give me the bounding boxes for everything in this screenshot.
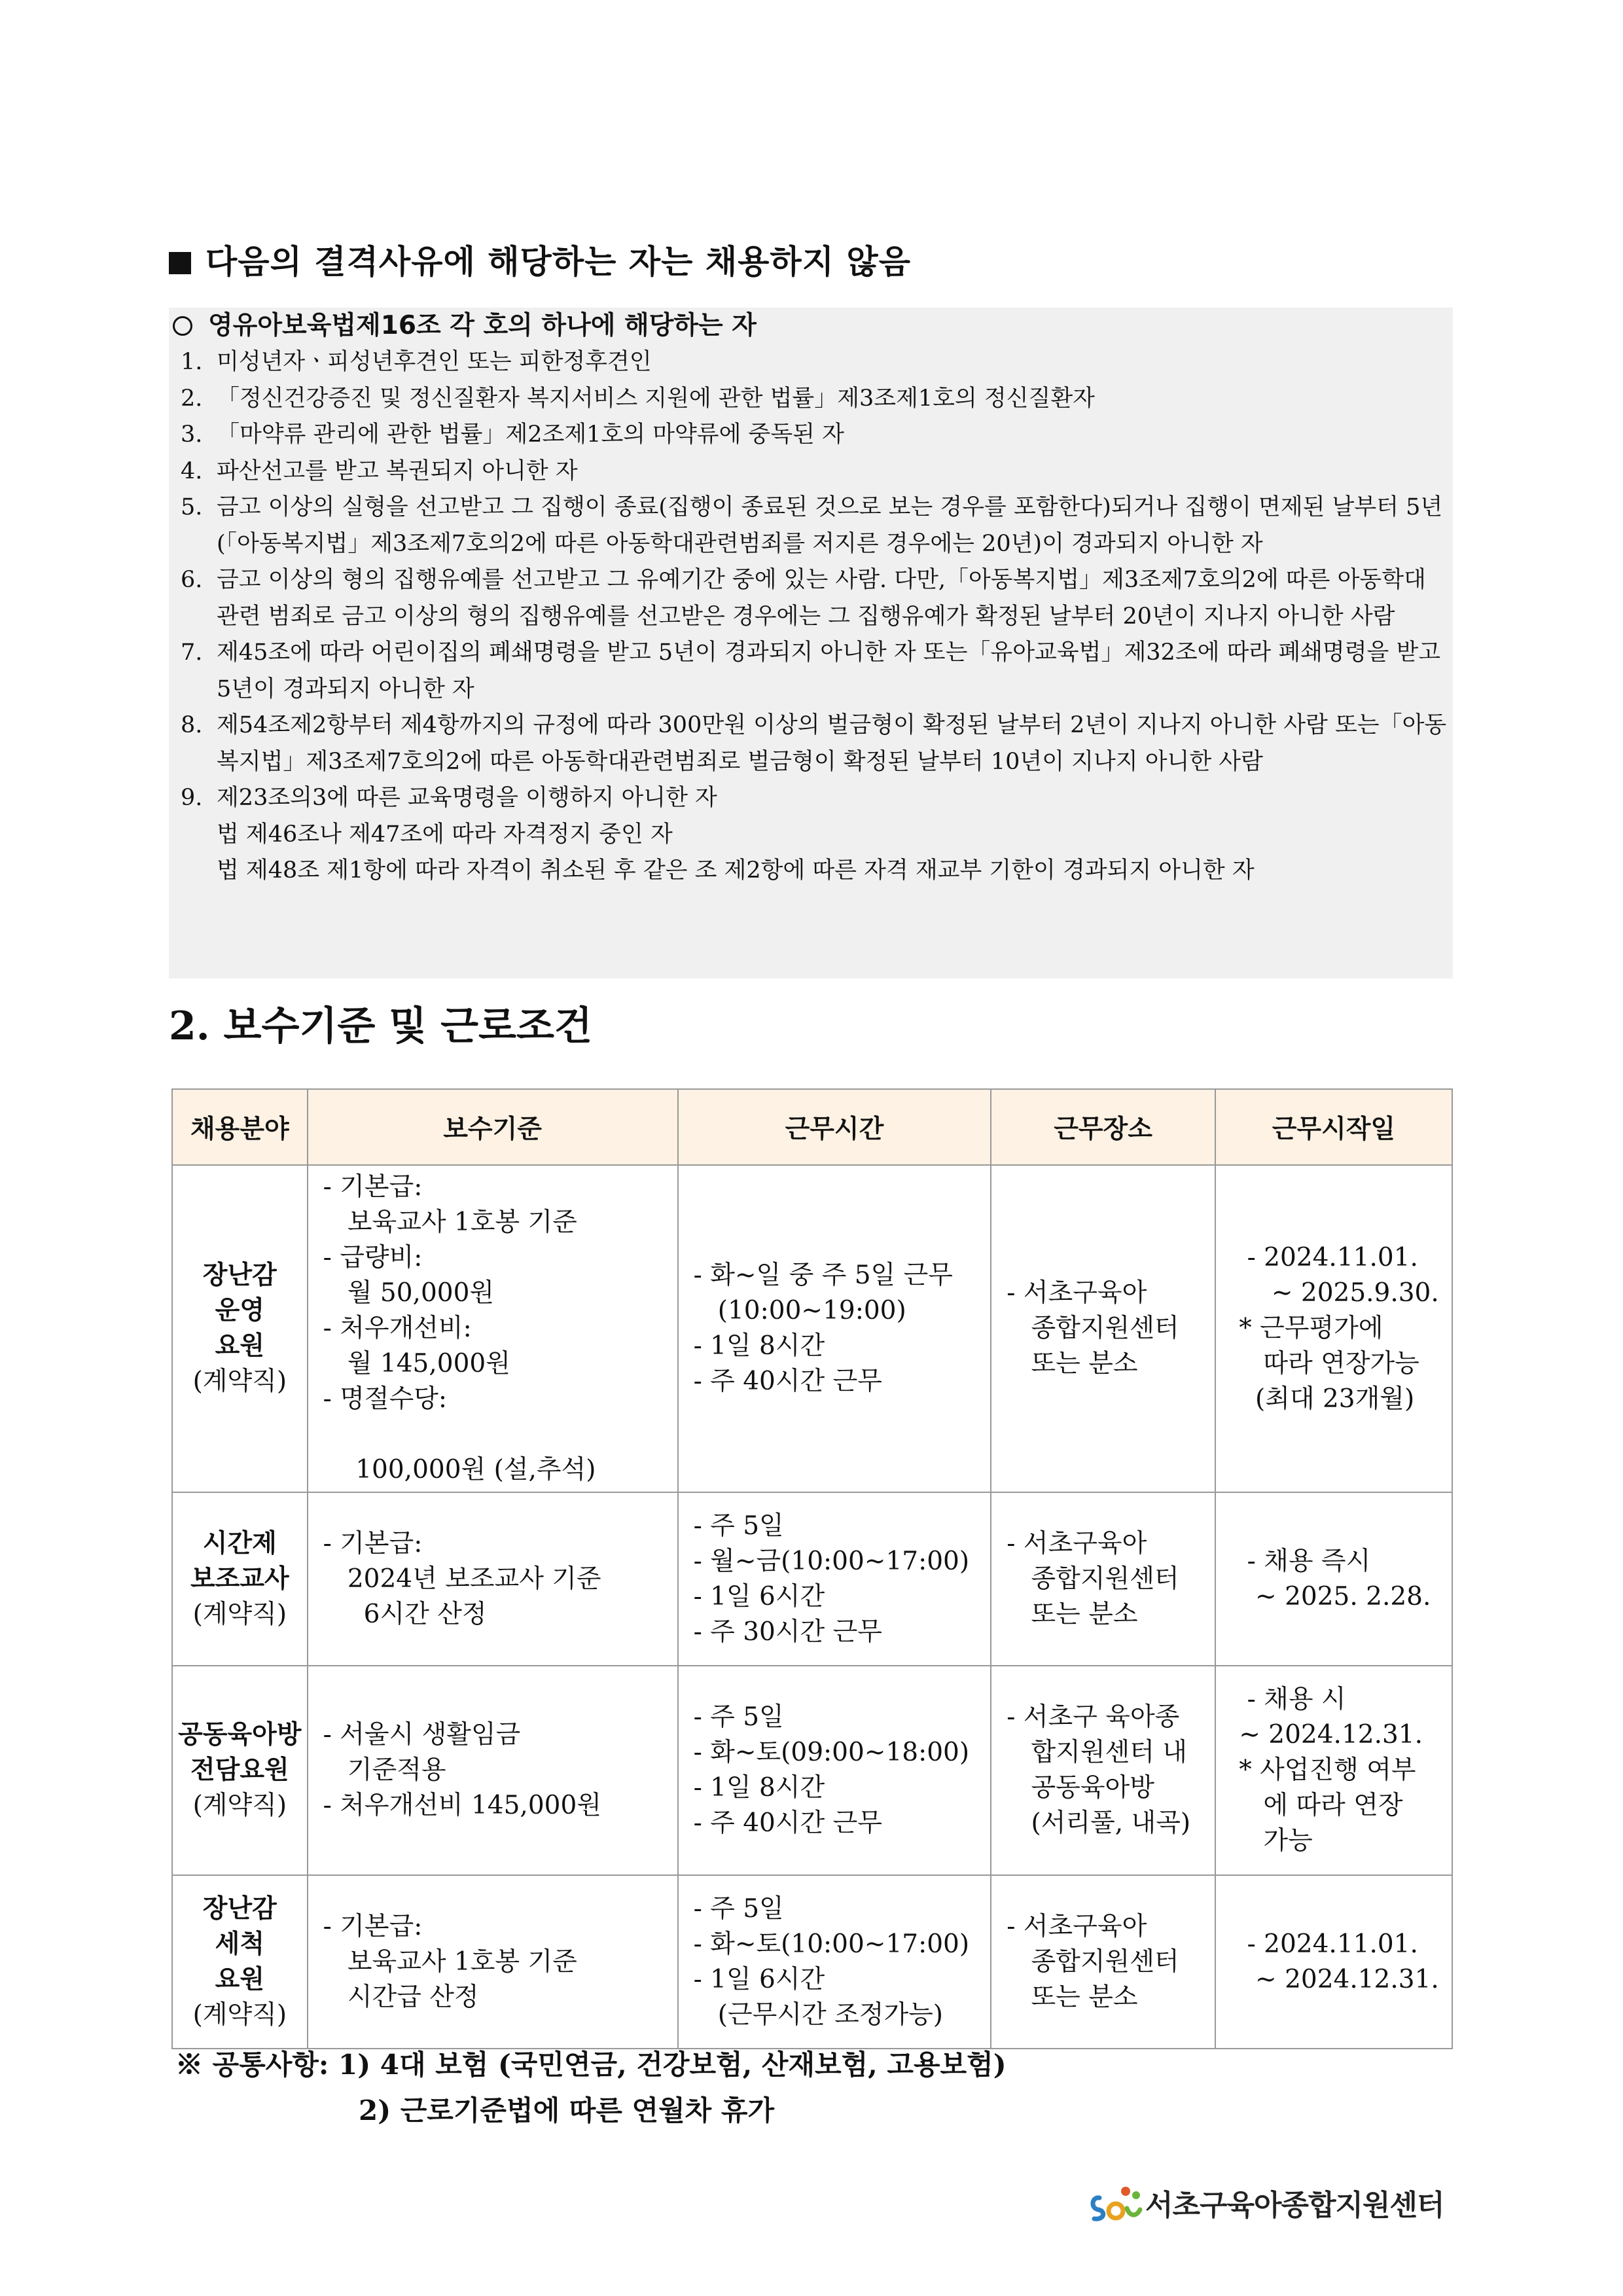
cell-place-text: - 서초구 육아종 합지원센터 내 공동육아방 (서리풀, 내곡): [1007, 1702, 1191, 1838]
circle-bullet-icon: [173, 316, 192, 336]
sub-heading: [173, 308, 757, 344]
cell-pay: [308, 1875, 678, 2049]
cell-hours: [678, 1165, 991, 1492]
cell-place-text: - 서초구육아 종합지원센터 또는 분소: [1007, 1278, 1179, 1378]
header-hours: 근무시간: [678, 1089, 991, 1165]
cell-hours: [678, 1666, 991, 1875]
list-item-text: 「정신건강증진 및 정신질환자 복지서비스 지원에 관한 법률」제3조제1호의 정신질환자: [217, 385, 1095, 412]
cell-place: [991, 1492, 1215, 1666]
cell-field: [172, 1666, 308, 1875]
field-name-line: 운영: [215, 1296, 264, 1325]
contract-type: (계약직): [192, 1791, 287, 1820]
cell-field: [172, 1875, 308, 2049]
list-item: [181, 562, 1447, 635]
cell-field: [172, 1492, 308, 1666]
list-item-text: 파산선고를 받고 복권되지 아니한 자: [217, 457, 578, 484]
cell-start-text: - 채용 즉시 ~ 2025. 2.28.: [1247, 1546, 1431, 1611]
list-item: [181, 853, 1447, 889]
field-name-line: 요원: [215, 1331, 264, 1361]
field-name-line: 요원: [215, 1964, 264, 1994]
section-heading: [169, 236, 911, 283]
list-item: [181, 490, 1447, 562]
cell-hours: [678, 1492, 991, 1666]
list-item-text: 법 제46조나 제47조에 따라 자격정지 중인 자: [217, 821, 673, 848]
list-item-number: 9.: [181, 785, 203, 811]
cell-place-text: - 서초구육아 종합지원센터 또는 분소: [1007, 1528, 1179, 1629]
list-item-text: 제23조의3에 따른 교육명령을 이행하지 아니한 자: [217, 785, 717, 811]
center-logo: [1086, 2179, 1444, 2225]
common-notes: [175, 2042, 1007, 2134]
list-item: [181, 344, 1447, 381]
cell-hours-text: - 화~일 중 주 5일 근무 (10:00~19:00) - 1일 8시간 - 주 40시간 근무: [693, 1261, 953, 1396]
cell-pay: [308, 1165, 678, 1492]
cell-place: [991, 1875, 1215, 2049]
cell-pay: [308, 1492, 678, 1666]
conditions-table: [171, 1088, 1453, 2049]
field-name-line: 장난감: [202, 1893, 277, 1924]
note-line-1: ※ 공통사항: 1) 4대 보험 (국민연금, 건강보험, 산재보험, 고용보험): [175, 2049, 1007, 2081]
list-item: [181, 708, 1447, 780]
list-item-number: 5.: [181, 494, 203, 520]
list-item-text: 미성년자ㆍ피성년후견인 또는 피한정후견인: [217, 349, 652, 375]
field-name-line: 시간제: [202, 1528, 277, 1558]
list-item-text: 「마약류 관리에 관한 법률」제2조제1호의 마약류에 중독된 자: [217, 422, 844, 448]
disqualification-box: [169, 308, 1453, 978]
header-pay: 보수기준: [308, 1089, 678, 1165]
list-item-text: 금고 이상의 실형을 선고받고 그 집행이 종료(집행이 종료된 것으로 보는 경우를 포함한다)되거나 집행이 면제된 날부터 5년(「아동복지법」제3조제7호의2에 따른 아동학대관련범죄를 저지른 경우에는 20년)이 경과되지 아니한 자: [217, 494, 1443, 557]
list-item-number: 4.: [181, 457, 203, 484]
contract-type: (계약직): [192, 1367, 287, 1396]
header-start: 근무시작일: [1215, 1089, 1452, 1165]
field-name-line: 장난감: [202, 1261, 277, 1290]
contract-type: (계약직): [192, 2000, 287, 2030]
cell-place-text: - 서초구육아 종합지원센터 또는 분소: [1007, 1911, 1179, 2012]
list-item-text: 금고 이상의 형의 집행유예를 선고받고 그 유예기간 중에 있는 사람. 다만,「아동복지법」제3조제7호의2에 따른 아동학대관련 범죄로 금고 이상의 형의 집행유예를 선고받은 경우에는 그 집행유예가 확정된 날부터 20년이 지나지 아니한 사람: [217, 567, 1426, 630]
cell-start: [1215, 1666, 1452, 1875]
table-header-row: [172, 1089, 1452, 1165]
square-bullet-icon: [169, 252, 191, 274]
cell-pay-text: - 서울시 생활임금 기준적용 - 처우개선비 145,000원: [323, 1720, 601, 1820]
cell-start-text: - 2024.11.01. ~ 2025.9.30. * 근무평가에 따라 연장가능 (최대 23개월): [1239, 1243, 1439, 1414]
list-item-number: 1.: [181, 349, 203, 375]
disqualification-list: [181, 344, 1447, 889]
list-item-number: 6.: [181, 567, 203, 593]
contract-type: (계약직): [192, 1599, 287, 1629]
cell-place: [991, 1165, 1215, 1492]
list-item-number: 3.: [181, 422, 203, 448]
cell-hours-text: - 주 5일 - 화~토(10:00~17:00) - 1일 6시간 (근무시간 조정가능): [693, 1893, 970, 2030]
note-line-2: 2) 근로기준법에 따른 연월차 휴가: [359, 2094, 775, 2126]
table-row: [172, 1492, 1452, 1666]
list-item-number: 8.: [181, 712, 203, 738]
list-item-number: 7.: [181, 639, 203, 666]
list-item: [181, 780, 1447, 817]
center-logo-text: 서초구육아종합지원센터: [1145, 2189, 1444, 2222]
cell-pay-text: - 기본급: 보육교사 1호봉 기준 시간급 산정: [323, 1911, 577, 2012]
cell-hours: [678, 1875, 991, 2049]
header-field: 채용분야: [172, 1089, 308, 1165]
cell-start: [1215, 1165, 1452, 1492]
cell-pay-text: - 기본급: 2024년 보조교사 기준 6시간 산정: [323, 1528, 601, 1629]
table-row: [172, 1666, 1452, 1875]
cell-pay: [308, 1666, 678, 1875]
list-item: [181, 635, 1447, 708]
list-item: [181, 417, 1447, 454]
table-row: [172, 1165, 1452, 1492]
cell-pay-text: - 기본급: 보육교사 1호봉 기준 - 급량비: 월 50,000원 - 처우개선비: 월 145,000원 - 명절수당: 100,000원 (설,추석): [323, 1172, 596, 1484]
sub-heading-text: 영유아보육법제16조 각 호의 하나에 해당하는 자: [208, 311, 757, 340]
cell-start: [1215, 1492, 1452, 1666]
list-item-text: 제54조제2항부터 제4항까지의 규정에 따라 300만원 이상의 벌금형이 확정된 날부터 2년이 지나지 아니한 사람 또는「아동복지법」제3조제7호의2에 따른 아동학대관련범죄로 벌금형이 확정된 날부터 10년이 지나지 아니한 사람: [217, 712, 1447, 775]
cell-field: [172, 1165, 308, 1492]
cell-start-text: - 채용 시 ~ 2024.12.31. * 사업진행 여부 에 따라 연장 가능: [1239, 1685, 1423, 1856]
cell-start-text: - 2024.11.01. ~ 2024.12.31.: [1247, 1929, 1439, 1994]
list-item: [181, 454, 1447, 490]
list-item-text: 제45조에 따라 어린이집의 폐쇄명령을 받고 5년이 경과되지 아니한 자 또는「유아교육법」제32조에 따라 폐쇄명령을 받고 5년이 경과되지 아니한 자: [217, 639, 1441, 702]
cell-start: [1215, 1875, 1452, 2049]
cell-hours-text: - 주 5일 - 화~토(09:00~18:00) - 1일 8시간 - 주 40시간 근무: [693, 1702, 970, 1838]
header-place: 근무장소: [991, 1089, 1215, 1165]
field-name-line: 공동육아방: [178, 1720, 302, 1749]
cell-place: [991, 1666, 1215, 1875]
list-item: [181, 381, 1447, 418]
field-name-line: 전담요원: [190, 1755, 289, 1785]
table-row: [172, 1875, 1452, 2049]
list-item-text: 법 제48조 제1항에 따라 자격이 취소된 후 같은 조 제2항에 따른 자격 재교부 기한이 경과되지 아니한 자: [217, 857, 1255, 884]
list-item: [181, 817, 1447, 853]
center-logo-icon: [1086, 2179, 1145, 2225]
list-item-number: 2.: [181, 385, 203, 412]
cell-hours-text: - 주 5일 - 월~금(10:00~17:00) - 1일 6시간 - 주 30시간 근무: [693, 1511, 970, 1647]
field-name-line: 보조교사: [190, 1564, 289, 1594]
field-name-line: 세척: [215, 1929, 264, 1959]
section2-heading: 2. 보수기준 및 근로조건: [169, 1003, 592, 1049]
section-heading-text: 다음의 결격사유에 해당하는 자는 채용하지 않음: [205, 243, 912, 281]
